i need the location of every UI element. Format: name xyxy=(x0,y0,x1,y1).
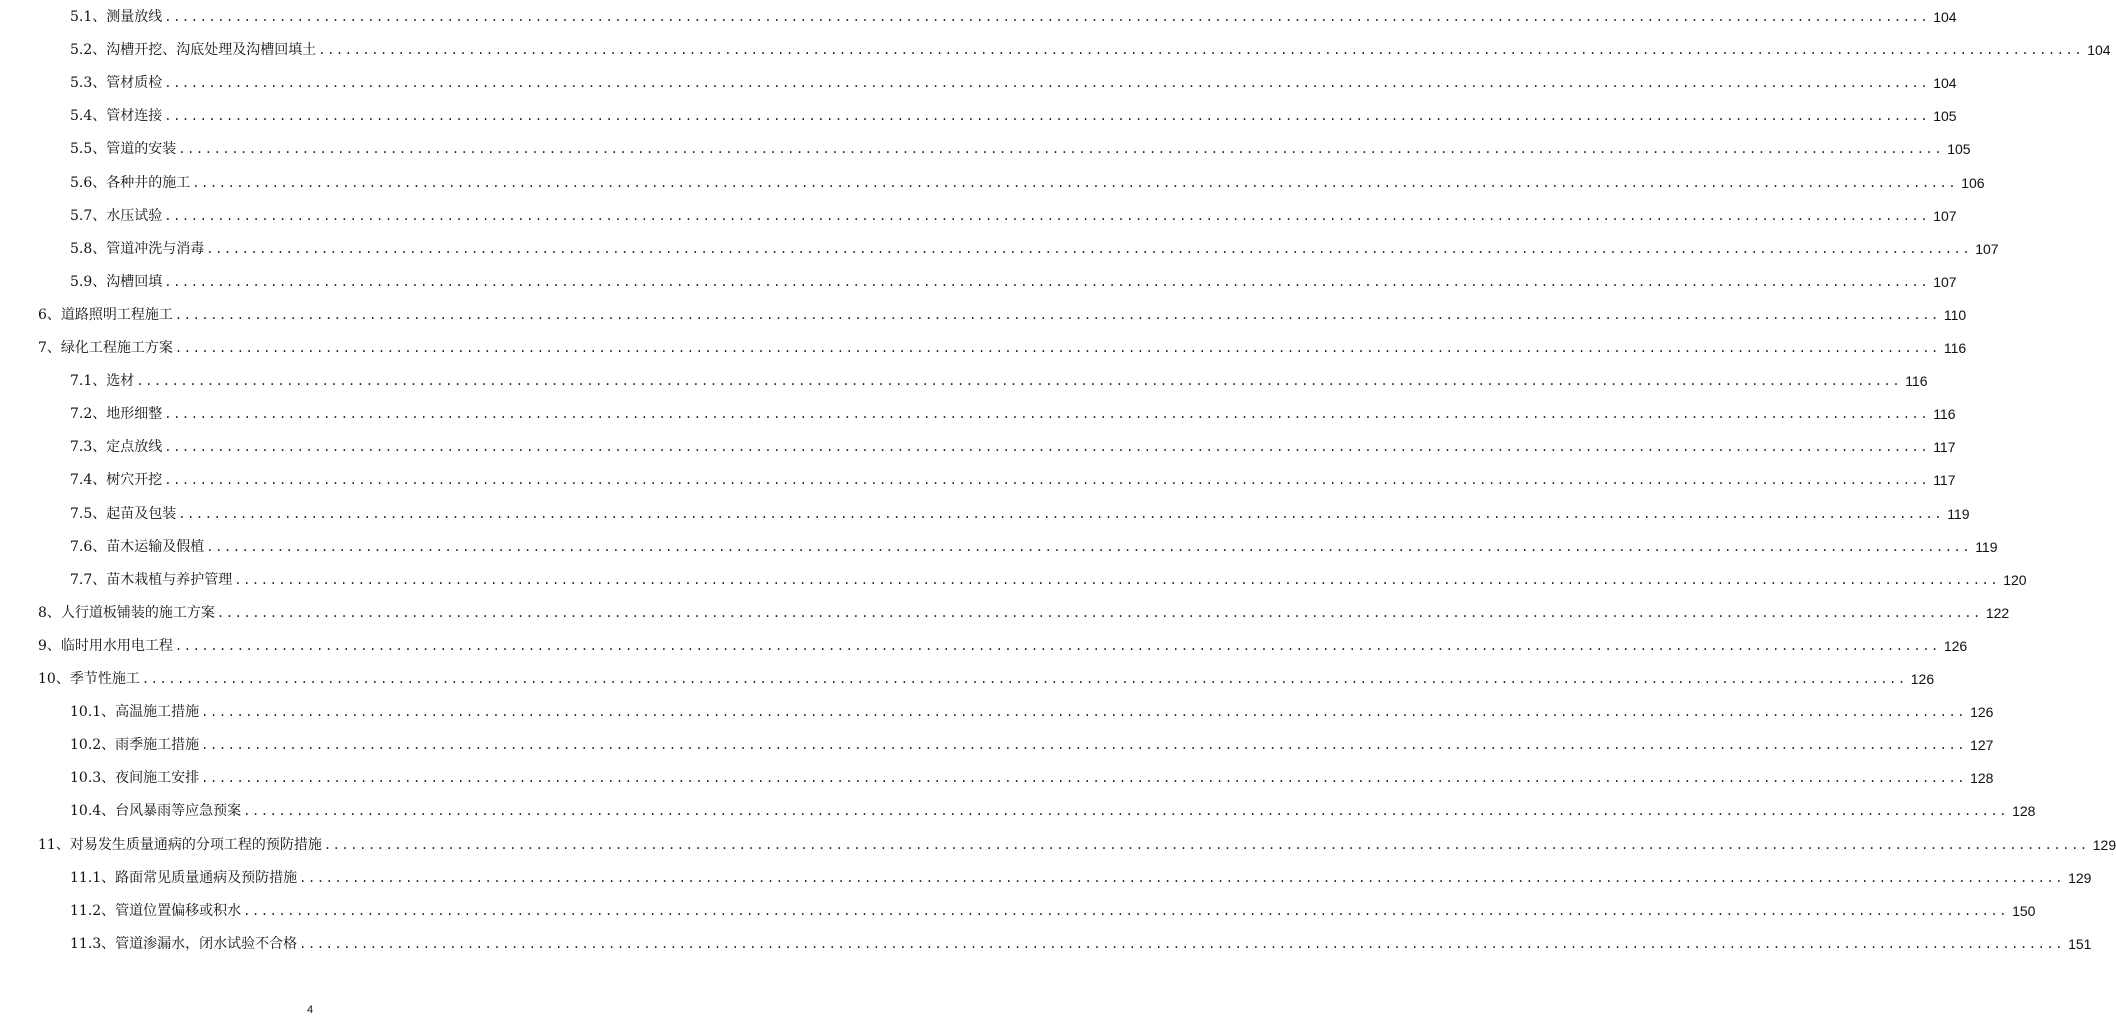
toc-entry-page: 105 xyxy=(1947,141,1971,158)
toc-dot-leader: ........................................................................................................................................................................................................ xyxy=(201,705,1967,720)
toc-entry-label: 7、绿化工程施工方案 xyxy=(38,340,173,356)
toc-entry-page: 116 xyxy=(1943,340,1967,356)
toc-entry-page: 129 xyxy=(2068,869,2092,886)
toc-entry-page: 104 xyxy=(1933,9,1957,25)
toc-entry[interactable] xyxy=(70,464,1956,497)
toc-entry-page: 117 xyxy=(1933,439,1956,456)
toc-entry-page: 106 xyxy=(1961,174,1985,191)
toc-entry[interactable] xyxy=(70,498,1970,531)
toc-dot-leader: ........................................................................................................................................................................................................ xyxy=(164,109,1930,124)
toc-dot-leader: ........................................................................................................................................................................................................ xyxy=(174,307,1940,322)
toc-entry-label: 5.8、管道冲洗与消毒 xyxy=(70,240,205,257)
toc-dot-leader: ........................................................................................................................................................................................................ xyxy=(243,903,2009,918)
toc-entry[interactable] xyxy=(70,200,1957,233)
toc-dot-leader: ........................................................................................................................................................................................................ xyxy=(174,341,1940,355)
toc-entry[interactable] xyxy=(38,829,2116,862)
toc-entry-page: 119 xyxy=(1947,505,1970,522)
toc-entry[interactable] xyxy=(38,332,1967,365)
toc-entry-page: 104 xyxy=(1933,75,1957,92)
toc-entry-page: 104 xyxy=(2087,42,2111,59)
toc-entry-label: 5.5、管道的安装 xyxy=(70,141,177,158)
toc-entry-label: 10、季节性施工 xyxy=(38,671,140,687)
toc-dot-leader: ........................................................................................................................................................................................................ xyxy=(243,804,2009,819)
toc-entry-label: 10.2、雨季施工措施 xyxy=(70,737,200,754)
toc-entry-label: 11、对易发生质量通病的分项工程的预防措施 xyxy=(38,836,322,853)
toc-dot-leader: ........................................................................................................................................................................................................ xyxy=(174,638,1940,653)
toc-entry-page: 127 xyxy=(1970,737,1994,754)
toc-entry-page: 129 xyxy=(2092,836,2116,853)
toc-entry[interactable] xyxy=(70,365,1928,398)
toc-entry-page: 110 xyxy=(1943,306,1967,323)
toc-entry[interactable] xyxy=(70,729,1994,762)
toc-dot-leader: ........................................................................................................................................................................................................ xyxy=(234,572,2000,587)
toc-entry-label: 11.3、管道渗漏水，闭水试验不合格 xyxy=(70,935,298,952)
toc-dot-leader: ........................................................................................................................................................................................................ xyxy=(164,440,1930,455)
toc-entry-label: 7.4、树穴开挖 xyxy=(70,472,163,489)
toc-entry-page: 128 xyxy=(2012,803,2036,820)
toc-entry[interactable] xyxy=(38,663,1935,696)
toc-entry[interactable] xyxy=(70,34,2111,67)
toc-entry[interactable] xyxy=(38,299,1967,332)
toc-entry[interactable] xyxy=(70,531,1998,564)
toc-dot-leader: ........................................................................................................................................................................................................ xyxy=(164,473,1930,488)
toc-entry-label: 5.1、测量放线 xyxy=(70,9,163,25)
toc-dot-leader: ........................................................................................................................................................................................................ xyxy=(164,274,1930,289)
toc-entry-page: 117 xyxy=(1933,472,1956,489)
toc-dot-leader: ........................................................................................................................................................................................................ xyxy=(299,936,2065,951)
toc-entry-page: 116 xyxy=(1933,406,1956,423)
toc-entry-label: 5.3、管材质检 xyxy=(70,75,163,92)
toc-entry-label: 7.1、选材 xyxy=(70,373,135,390)
toc-entry[interactable] xyxy=(70,928,2092,961)
toc-dot-leader: ........................................................................................................................................................................................................ xyxy=(178,142,1944,157)
toc-entry-page: 120 xyxy=(2003,571,2027,588)
toc-dot-leader: ........................................................................................................................................................................................................ xyxy=(164,76,1930,91)
toc-entry-page: 126 xyxy=(1910,671,1935,687)
toc-entry-label: 11.2、管道位置偏移或积水 xyxy=(70,902,242,919)
toc-entry[interactable] xyxy=(70,431,1956,464)
toc-entry-label: 7.2、地形细整 xyxy=(70,406,163,423)
toc-entry[interactable] xyxy=(70,100,1957,133)
toc-dot-leader: ........................................................................................................................................................................................................ xyxy=(164,208,1930,223)
toc-entry-label: 7.7、苗木栽植与养护管理 xyxy=(70,571,233,588)
toc-entry[interactable] xyxy=(70,398,1956,431)
toc-dot-leader: ........................................................................................................................................................................................................ xyxy=(318,43,2084,58)
toc-entry-label: 5.7、水压试验 xyxy=(70,207,163,224)
toc-entry-label: 8、人行道板铺装的施工方案 xyxy=(38,604,215,621)
toc-entry-page: 107 xyxy=(1933,273,1957,290)
toc-entry[interactable] xyxy=(70,762,1994,795)
toc-entry[interactable] xyxy=(70,862,2092,895)
toc-entry-page: 107 xyxy=(1975,240,1999,257)
toc-entry[interactable] xyxy=(70,1,1957,34)
toc-entry-label: 7.6、苗木运输及假植 xyxy=(70,538,205,555)
toc-dot-leader: ........................................................................................................................................................................................................ xyxy=(216,605,1982,620)
toc-entry[interactable] xyxy=(70,895,2036,928)
toc-entry-label: 5.4、管材连接 xyxy=(70,108,163,125)
toc-dot-leader: ........................................................................................................................................................................................................ xyxy=(141,672,1907,686)
page-number: 4 xyxy=(306,1004,314,1016)
toc-entry-label: 10.1、高温施工措施 xyxy=(70,704,200,721)
toc-entry[interactable] xyxy=(70,67,1957,100)
toc-dot-leader: ........................................................................................................................................................................................................ xyxy=(201,771,1967,786)
toc-entry-page: 105 xyxy=(1933,108,1957,125)
toc-dot-leader: ........................................................................................................................................................................................................ xyxy=(206,241,1972,256)
toc-entry-label: 10.3、夜间施工安排 xyxy=(70,770,200,787)
toc-entry-page: 151 xyxy=(2068,935,2092,952)
toc-dot-leader: ........................................................................................................................................................................................................ xyxy=(206,539,1972,554)
toc-entry-page: 128 xyxy=(1970,770,1994,787)
toc-dot-leader: ........................................................................................................................................................................................................ xyxy=(299,870,2065,885)
toc-dot-leader: ........................................................................................................................................................................................................ xyxy=(164,407,1930,422)
toc-entry-page: 119 xyxy=(1975,538,1998,555)
toc-entry[interactable] xyxy=(70,233,1999,266)
toc-dot-leader: ........................................................................................................................................................................................................ xyxy=(136,374,1902,389)
toc-entry-page: 126 xyxy=(1970,704,1994,721)
toc-entry-label: 9、临时用水用电工程 xyxy=(38,637,173,654)
toc-entry-label: 5.6、各种井的施工 xyxy=(70,174,191,191)
toc-dot-leader: ........................................................................................................................................................................................................ xyxy=(192,175,1958,190)
toc-entry-page: 126 xyxy=(1943,637,1968,654)
toc-entry[interactable] xyxy=(70,696,1994,729)
toc-entry[interactable] xyxy=(70,266,1957,299)
toc-entry[interactable] xyxy=(70,795,2036,828)
toc-entry[interactable] xyxy=(38,597,2010,630)
toc-entry-page: 150 xyxy=(2012,902,2036,919)
toc-dot-leader: ........................................................................................................................................................................................................ xyxy=(164,10,1930,24)
toc-entry-label: 6、道路照明工程施工 xyxy=(38,306,173,323)
toc-entry[interactable] xyxy=(70,133,1971,166)
toc-dot-leader: ........................................................................................................................................................................................................ xyxy=(323,837,2089,852)
toc-entry-page: 122 xyxy=(1985,604,2010,621)
toc-entry-label: 11.1、路面常见质量通病及预防措施 xyxy=(70,869,298,886)
toc-dot-leader: ........................................................................................................................................................................................................ xyxy=(178,506,1944,521)
toc-entry-label: 7.3、定点放线 xyxy=(70,439,163,456)
toc-entry-page: 107 xyxy=(1933,207,1957,224)
toc-entry[interactable] xyxy=(70,564,2027,597)
toc-entry-label: 10.4、台风暴雨等应急预案 xyxy=(70,803,242,820)
toc-entry-label: 5.9、沟槽回填 xyxy=(70,273,163,290)
toc-entry[interactable] xyxy=(38,630,1968,663)
toc-dot-leader: ........................................................................................................................................................................................................ xyxy=(201,738,1967,753)
toc-entry[interactable] xyxy=(70,167,1985,200)
toc-entry-label: 5.2、沟槽开挖、沟底处理及沟槽回填土 xyxy=(70,42,317,59)
toc-entry-page: 116 xyxy=(1905,373,1928,390)
toc-entry-label: 7.5、起苗及包装 xyxy=(70,505,177,522)
